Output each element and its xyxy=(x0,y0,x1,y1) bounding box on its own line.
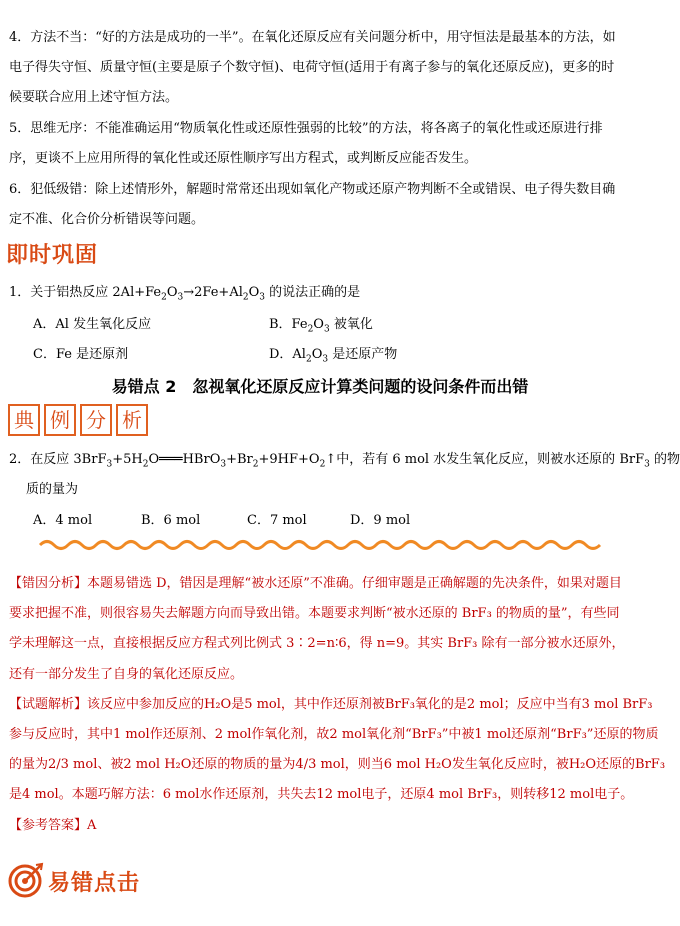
analysis-line-4: 还有一部分发生了自身的氧化还原反应。 xyxy=(9,667,244,682)
banner-char-1: 典 xyxy=(8,404,40,436)
analysis-line-1: 【错因分析】本题易错选 D，错因是理解“被水还原”不准确。仔细审题是正确解题的先决条件，如果对题目 xyxy=(9,576,622,591)
analysis-line-2: 要求把握不准，则很容易失去解题方向而导致出错。本题要求判断“被水还原的 BrF₃ 的物质的量”，有些同 xyxy=(9,606,620,621)
p4-line-2: 电子得失守恒、质量守恒(主要是原子个数守恒)、电荷守恒(适用于有离子参与的氧化还原反应)，更多的时 xyxy=(9,60,615,75)
q2-stem-line-1: 2．在反应 $3BrF_3+5H_2O═══HBrO_3+Br_2+9HF+O_2↑$中，若有 6 mol 水发生氧化反应，则被水还原的 BrF$_3$ 的物 xyxy=(9,452,680,470)
banner-char-4: 析 xyxy=(116,404,148,436)
p5-line-2: 序，更谈不上应用所得的氧化性或还原性顺序写出方程式，或判断反应能否发生。 xyxy=(9,151,478,166)
solution-line-2: 参与反应时，其中1 mol作还原剂、2 mol作氧化剂，故2 mol氧化剂“BrF₃”中被1 mol还原剂“BrF₃”还原的物质 xyxy=(9,727,659,742)
p5-line-1: 5．思维无序：不能准确运用“物质氧化性或还原性强弱的比较”的方法，将各离子的氧化性或还原进行排 xyxy=(9,121,603,136)
p6-line-1: 6．犯低级错：除上述情形外，解题时常常还出现如氧化产物或还原产物判断不全或错误、电子得失数目确 xyxy=(9,182,616,197)
q1-stem: 1．关于铝热反应 $2Al+Fe_2O_3\to 2Fe+Al_2O_3$ 的说法正确的是 xyxy=(9,285,361,303)
q1-option-b: B．$Fe_2O_3$ 被氧化 xyxy=(269,317,373,335)
banner-error-click: 易错点击 xyxy=(48,871,141,896)
q1-option-a: A．Al 发生氧化反应 xyxy=(33,317,152,332)
q2-stem-line-2: 质的量为 xyxy=(26,482,79,497)
p4-line-1: 4．方法不当：“好的方法是成功的一半”。在氧化还原反应有关问题分析中，用守恒法是最基本的方法，如 xyxy=(9,30,616,45)
q2-option-b: B．6 mol xyxy=(141,513,201,528)
target-icon xyxy=(8,862,44,898)
banner-typical-example xyxy=(8,404,152,436)
q2-option-c: C．7 mol xyxy=(247,513,307,528)
q2-option-d: D．9 mol xyxy=(350,513,411,528)
solution-line-4: 是4 mol。本题巧解方法：6 mol水作还原剂，共失去12 mol电子，还原4 mol BrF₃，则转移12 mol电子。 xyxy=(9,787,634,802)
q1-option-c: C．Fe 是还原剂 xyxy=(33,347,129,362)
q2-option-a: A．4 mol xyxy=(33,513,93,528)
analysis-line-3: 学未理解这一点，直接根据反应方程式列比例式 3∶2=n∶6，得 n=9。其实 BrF₃ 除有一部分被水还原外， xyxy=(9,636,625,651)
p4-line-3: 候要联合应用上述守恒方法。 xyxy=(9,90,179,105)
banner-instant-review: 即时巩固 xyxy=(6,243,99,268)
banner-char-3: 分 xyxy=(80,404,112,436)
q1-option-d: D．$Al_2O_3$ 是还原产物 xyxy=(269,347,398,365)
section-heading: 易错点 2 忽视氧化还原反应计算类问题的设问条件而出错 xyxy=(111,377,529,396)
banner-char-2: 例 xyxy=(44,404,76,436)
p6-line-2: 定不准、化合价分析错误等问题。 xyxy=(9,212,205,227)
wave-divider xyxy=(40,538,600,552)
solution-line-1: 【试题解析】该反应中参加反应的H₂O是5 mol，其中作还原剂被BrF₃氧化的是2 mol；反应中当有3 mol BrF₃ xyxy=(9,697,653,712)
answer-line: 【参考答案】A xyxy=(9,818,97,833)
solution-line-3: 的量为2/3 mol、被2 mol H₂O还原的物质的量为4/3 mol，则当6 mol H₂O发生氧化反应时，被H₂O还原的BrF₃ xyxy=(9,757,666,772)
